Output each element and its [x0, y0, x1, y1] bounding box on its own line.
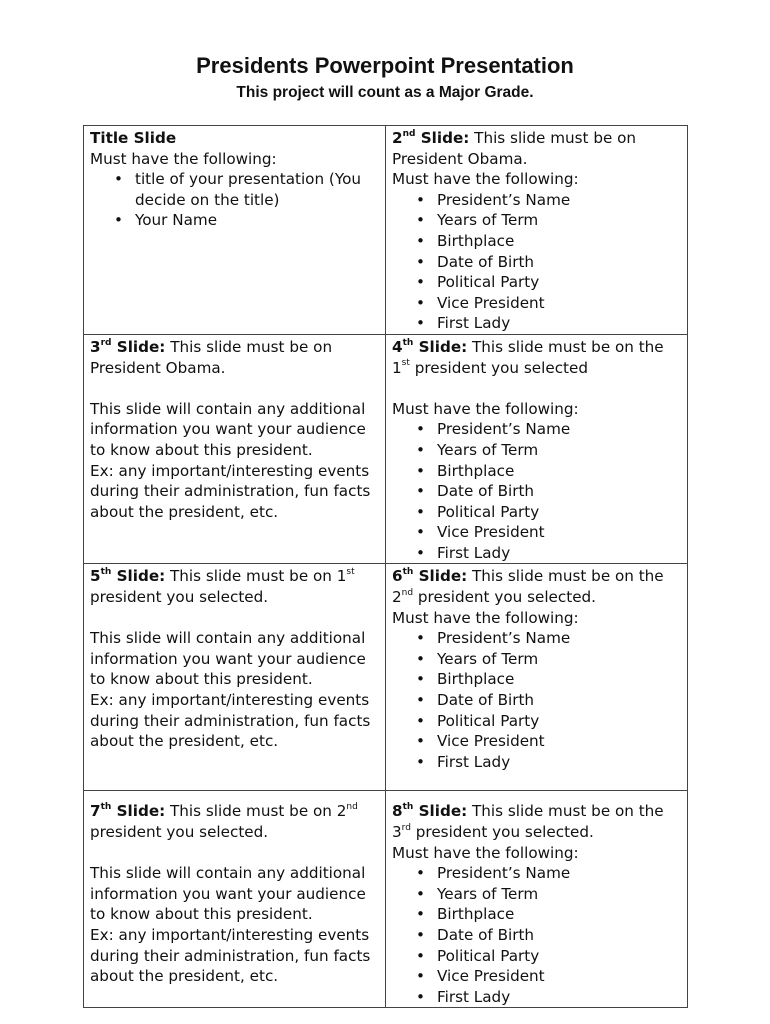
list-item: • President’s Name: [392, 628, 682, 649]
slide-description-end: president you selected.: [90, 823, 269, 842]
slide-description-end: president you selected.: [417, 588, 597, 607]
ordinal-suffix: nd: [401, 588, 414, 598]
slide-info: This slide will contain any additional information you want your audience to know about this president.: [90, 629, 366, 689]
slide-description: This slide must be on the 3: [392, 802, 664, 842]
slide-number: 2: [392, 129, 403, 147]
list-item: • Birthplace: [392, 904, 682, 925]
slide-number: 5: [90, 567, 101, 586]
slide-info: This slide will contain any additional information you want your audience to know about this president.: [90, 399, 366, 459]
slide-label: Slide:: [418, 802, 468, 821]
list-item: • Date of Birth: [392, 252, 682, 273]
slide-number: 7: [90, 802, 101, 821]
slide-label: Slide:: [116, 802, 166, 821]
cell-slide-7: [84, 791, 386, 1008]
list-item: • First Lady: [392, 987, 682, 1008]
slide-number-suffix: th: [402, 337, 414, 348]
slide-number-suffix: th: [100, 567, 112, 578]
slide-description-end: president you selected.: [90, 588, 269, 607]
list-item: • Political Party: [392, 502, 682, 523]
slide-example: Ex: any important/interesting events during their administration, fun facts about the president, etc.: [90, 691, 371, 751]
slide-description: This slide must be on the 1: [392, 337, 664, 377]
list-item: • Political Party: [392, 711, 682, 732]
requirement-list: [90, 169, 380, 231]
list-item: • President’s Name: [392, 419, 682, 440]
slide-label: Slide:: [420, 129, 470, 147]
slide-number-suffix: th: [402, 567, 414, 578]
list-item: • Date of Birth: [392, 690, 682, 711]
cell-intro: Must have the following:: [90, 149, 277, 168]
cell-slide-2: [386, 126, 688, 335]
slide-label: Slide:: [418, 337, 468, 356]
slide-description: This slide must be on President Obama.: [392, 129, 637, 168]
page-subtitle: This project will count as a Major Grade.: [236, 84, 534, 101]
cell-slide-4: [386, 334, 688, 564]
requirement-list: [392, 190, 682, 334]
list-item: • Years of Term: [392, 210, 682, 231]
slide-number: 6: [392, 567, 403, 586]
list-item: • Your Name: [90, 210, 380, 231]
list-item: • Vice President: [392, 966, 682, 987]
list-item: • Date of Birth: [392, 481, 682, 502]
slide-description: This slide must be on 1: [170, 567, 347, 586]
slide-number-suffix: th: [402, 802, 414, 813]
cell-slide-5: [84, 564, 386, 791]
slide-number: 4: [392, 337, 403, 356]
ordinal-suffix: nd: [346, 802, 358, 813]
slide-number: 8: [392, 802, 403, 821]
slide-description: This slide must be on 2: [170, 802, 347, 821]
cell-intro: Must have the following:: [392, 608, 579, 627]
list-item: • Birthplace: [392, 669, 682, 690]
slide-description-end: president you selected: [414, 358, 588, 377]
ordinal-suffix: st: [346, 567, 355, 578]
requirement-list: [392, 628, 682, 772]
list-item: • Date of Birth: [392, 925, 682, 946]
cell-slide-8: [386, 791, 688, 1008]
slide-label: Slide:: [418, 567, 468, 586]
ordinal-suffix: rd: [401, 823, 411, 833]
list-item: • Years of Term: [392, 649, 682, 670]
slide-requirements-table: [83, 125, 688, 1008]
slide-label: Slide:: [116, 337, 166, 356]
list-item: • Vice President: [392, 522, 682, 543]
list-item: • First Lady: [392, 313, 682, 334]
slide-description: This slide must be on President Obama.: [90, 337, 333, 377]
list-item: • President’s Name: [392, 190, 682, 211]
table-row: [84, 564, 688, 791]
requirement-list: [392, 863, 682, 1007]
page-title: Presidents Powerpoint Presentation: [196, 53, 574, 78]
list-item: • Vice President: [392, 293, 682, 314]
slide-description-end: president you selected.: [415, 823, 594, 842]
ordinal-suffix: st: [401, 358, 410, 369]
requirement-list: [392, 419, 682, 563]
slide-number-suffix: th: [100, 802, 112, 813]
list-item: • First Lady: [392, 752, 682, 773]
slide-label: Slide:: [116, 567, 166, 586]
slide-example: Ex: any important/interesting events during their administration, fun facts about the president, etc.: [90, 926, 371, 986]
slide-number-suffix: rd: [100, 337, 112, 348]
table-row: [84, 334, 688, 564]
cell-slide-6: [386, 564, 688, 791]
cell-intro: Must have the following:: [392, 170, 579, 189]
cell-slide-3: [84, 334, 386, 564]
list-item: • Political Party: [392, 272, 682, 293]
list-item: • President’s Name: [392, 863, 682, 884]
list-item: • Years of Term: [392, 884, 682, 905]
list-item: • Political Party: [392, 946, 682, 967]
slide-info: This slide will contain any additional information you want your audience to know about this president.: [90, 864, 366, 924]
list-item: • title of your presentation (You decide on the title): [90, 169, 380, 210]
list-item: • Birthplace: [392, 231, 682, 252]
cell-intro: Must have the following:: [392, 399, 579, 418]
slide-number-suffix: nd: [402, 128, 416, 139]
list-item: • Vice President: [392, 731, 682, 752]
cell-heading: Title Slide: [90, 129, 177, 147]
table-row: [84, 791, 688, 1008]
slide-example: Ex: any important/interesting events during their administration, fun facts about the president, etc.: [90, 461, 371, 521]
cell-title-slide: [84, 126, 386, 335]
list-item: • Birthplace: [392, 461, 682, 482]
list-item: • Years of Term: [392, 440, 682, 461]
table-row: [84, 126, 688, 335]
cell-intro: Must have the following:: [392, 843, 579, 862]
list-item: • First Lady: [392, 543, 682, 564]
slide-number: 3: [90, 337, 101, 356]
slide-description: This slide must be on the 2: [392, 567, 664, 607]
